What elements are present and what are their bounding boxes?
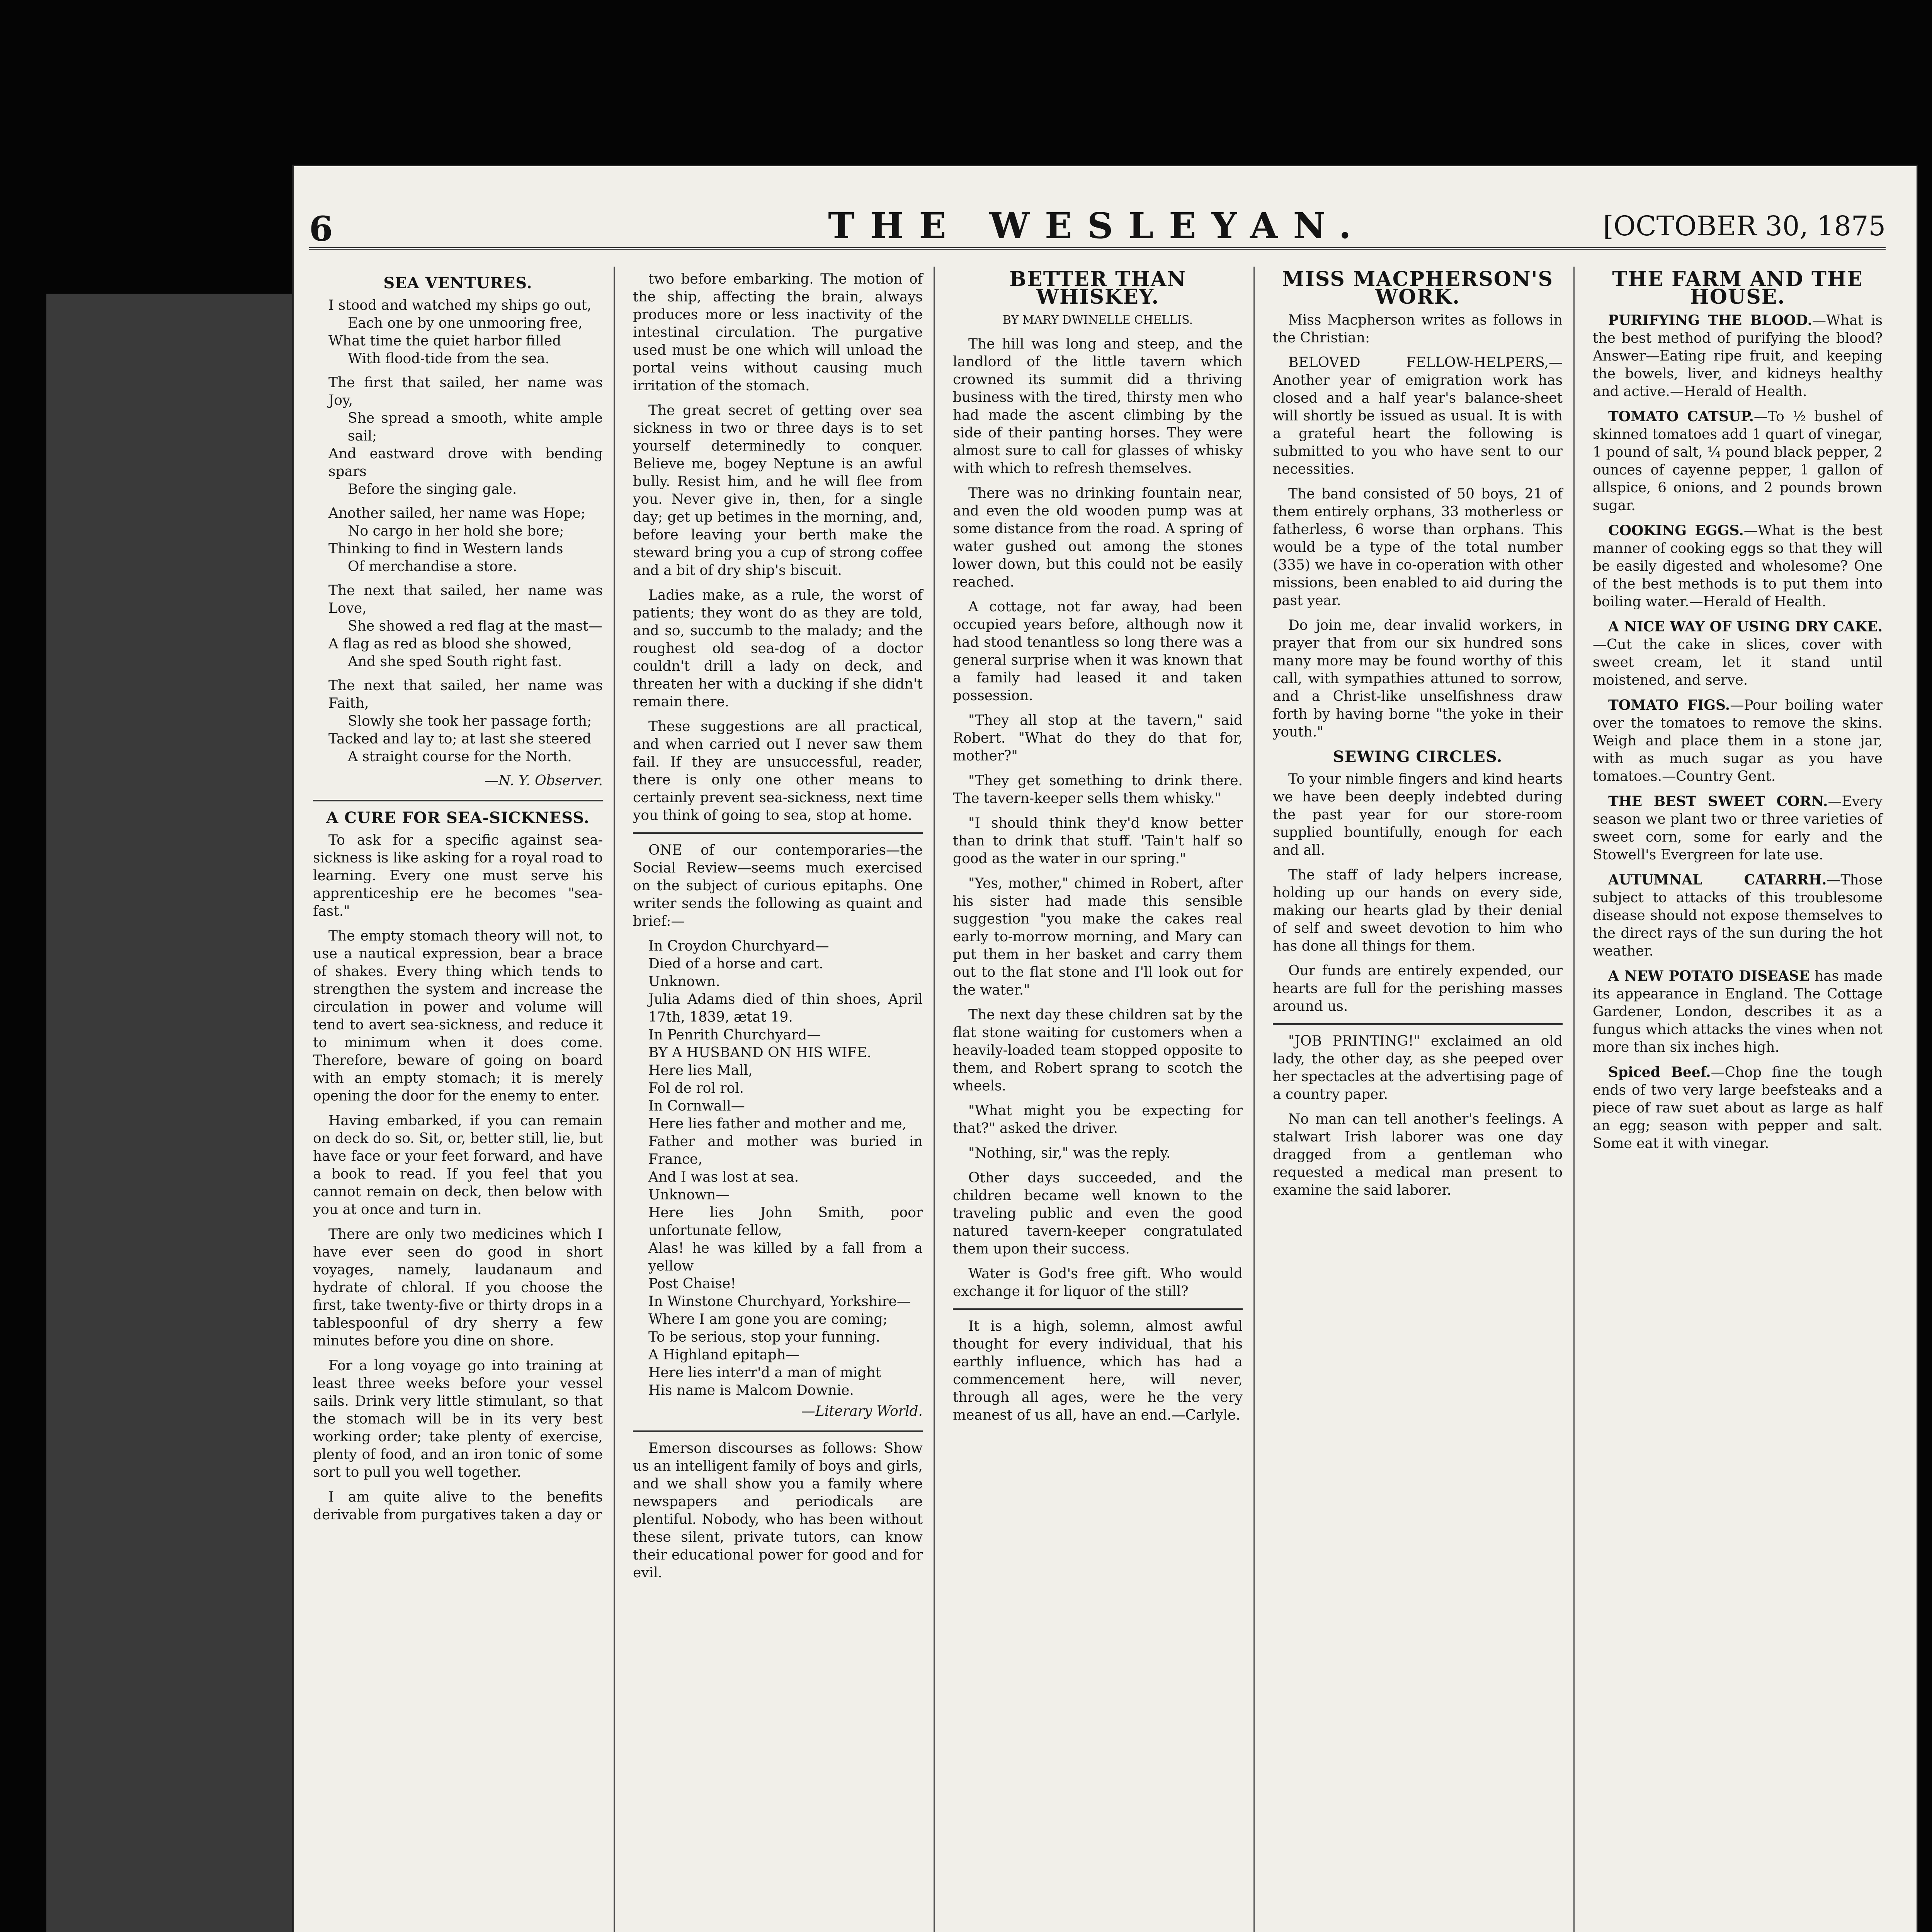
farm-item-heading: TOMATO FIGS. bbox=[1608, 697, 1730, 713]
poem-line: The next that sailed, her name was Faith, bbox=[328, 678, 603, 711]
article-paragraph: Having embarked, if you can remain on deck do so. Sit, or, better still, lie, but have face or your feet forward, and have a book to read. If you feel that you cannot remain on deck, then below with you at once and turn in. bbox=[313, 1113, 603, 1218]
poem-line: A straight course for the North. bbox=[348, 749, 572, 765]
issue-date: [OCTOBER 30, 1875 bbox=[1603, 210, 1886, 242]
poem-line: What time the quiet harbor filled bbox=[328, 333, 561, 349]
article-paragraph: No man can tell another's feelings. A stalwart Irish laborer was one day dragged from a gentleman who requested a medical man present to examine the said laborer. bbox=[1273, 1111, 1563, 1198]
farm-item-heading: Spiced Beef. bbox=[1608, 1064, 1711, 1080]
article-paragraph: These suggestions are all practical, and when carried out I never saw them fail. If they are unsuccessful, reader, there is only one other means to certainly prevent sea-sickness, next time you think of going to sea, stop at home. bbox=[633, 719, 923, 823]
story-byline: BY MARY DWINELLE CHELLIS. bbox=[1002, 313, 1193, 327]
story-title: BETTER THAN WHISKEY. bbox=[1009, 267, 1186, 309]
divider bbox=[953, 1308, 1243, 1310]
farm-item bbox=[1593, 522, 1883, 611]
story-paragraph: A cottage, not far away, had been occupied years before, although now it had stood tenantless so long there was a general surprise when it was known that a family had leased it and taken possession. bbox=[953, 599, 1243, 704]
article-paragraph: Our funds are entirely expended, our hearts are full for the perishing masses around us. bbox=[1273, 963, 1563, 1014]
farm-item bbox=[1593, 618, 1883, 689]
epitaph-line: In Penrith Churchyard— bbox=[648, 1027, 821, 1043]
farm-item-heading: THE BEST SWEET CORN. bbox=[1608, 793, 1828, 810]
epitaph-line: Unknown. bbox=[648, 974, 720, 990]
article-paragraph: two before embarking. The motion of the ship, affecting the brain, always produces more or less inactivity of the intestinal circulation. The purgative used must be one which will unload the portal veins without causing much irritation of the stomach. bbox=[633, 271, 923, 394]
article-paragraph: There are only two medicines which I have ever seen do good in short voyages, namely, laudanaum and hydrate of chloral. If you choose the first, take twenty-five or thirty drops in a tablespoonful of dry sherry a few minutes before you dine on shore. bbox=[313, 1226, 603, 1349]
farm-item bbox=[1593, 1063, 1883, 1153]
farm-item bbox=[1593, 967, 1883, 1056]
article-paragraph: "JOB PRINTING!" exclaimed an old lady, the other day, as she peeped over her spectacles at the advertising page of a country paper. bbox=[1273, 1033, 1563, 1102]
poem-line: No cargo in her hold she bore; bbox=[348, 523, 564, 539]
poem-line: Of merchandise a store. bbox=[348, 559, 517, 575]
farm-item-text: —What is the best manner of cooking eggs so that they will be easily digested and wholesome? One of the best methods is to put them into boiling water.—Herald of Health. bbox=[1593, 523, 1883, 610]
story-paragraph: "They get something to drink there. The tavern-keeper sells them whisky." bbox=[953, 773, 1243, 806]
divider bbox=[1273, 1023, 1563, 1025]
farm-item-text: has made its appearance in England. The Cottage Gardener, London, describes it as a fungus which attacks the vines when not more than six inches high. bbox=[1593, 968, 1883, 1055]
farm-item-heading: PURIFYING THE BLOOD. bbox=[1608, 312, 1813, 328]
story-paragraph: There was no drinking fountain near, and even the old wooden pump was at some distance from the road. A spring of water gushed out among the stones lower down, but this could not be easily reached. bbox=[953, 485, 1243, 590]
poem-line: And she sped South right fast. bbox=[348, 654, 562, 670]
story-paragraph: Water is God's free gift. Who would exchange it for liquor of the still? bbox=[953, 1266, 1243, 1299]
epitaph-line: In Croydon Churchyard— bbox=[648, 938, 829, 954]
column-divider bbox=[1573, 267, 1575, 1932]
article-paragraph: The staff of lady helpers increase, holding up our hands on every side, making our hearts glad by their denial of self and sweet devotion to him who has done all things for them. bbox=[1273, 867, 1563, 954]
poem-line: Tacked and lay to; at last she steered bbox=[328, 731, 592, 747]
epitaph-line: Died of a horse and cart. bbox=[648, 956, 823, 972]
newspaper-page bbox=[294, 166, 1917, 1932]
emerson-paragraph: Emerson discourses as follows: Show us an intelligent family of boys and girls, and we shall show you a family where newspapers and periodicals are plentiful. Nobody, who has been without these silent, private tutors, can know their educational power for good and for evil. bbox=[633, 1440, 923, 1581]
column-2 bbox=[633, 270, 923, 1589]
poem-line: And eastward drove with bending spars bbox=[328, 446, 603, 480]
epitaph-attribution: —Literary World. bbox=[801, 1403, 923, 1419]
newspaper-title: THE WESLEYAN. bbox=[828, 205, 1367, 247]
article-intro: Miss Macpherson writes as follows in the Christian: bbox=[1273, 312, 1563, 346]
poem-line: Another sailed, her name was Hope; bbox=[328, 505, 586, 521]
farm-item-text: —Every season we plant two or three varieties of sweet corn, some for early and the Stowell's Evergreen for late use. bbox=[1593, 794, 1883, 863]
farm-item bbox=[1593, 311, 1883, 401]
epitaph-list bbox=[633, 937, 923, 1400]
article-paragraph: The empty stomach theory will not, to use a nautical expression, bear a brace of shakes. Every thing which tends to strengthen the system and increase the circulation in power and volume will tend to avert sea-sickness, and reduce it to minimum when it does come. Therefore, beware of going on board with an empty stomach; it is merely opening the door for the enemy to enter. bbox=[313, 928, 603, 1104]
column-3 bbox=[953, 267, 1243, 1431]
article-paragraph: Ladies make, as a rule, the worst of patients; they wont do as they are told, and so, succumb to the malady; and the roughest old sea-dog of a doctor couldn't drill a lady on deck, and threaten her with a ducking if she didn't remain there. bbox=[633, 587, 923, 710]
poem-line: Slowly she took her passage forth; bbox=[348, 713, 592, 729]
article-paragraph: To ask for a specific against sea-sickness is like asking for a royal road to learning. Every one must serve his apprenticeship ere he becomes "sea-fast." bbox=[313, 832, 603, 919]
page-header bbox=[309, 201, 1886, 250]
story-paragraph: The hill was long and steep, and the landlord of the little tavern which crowned its summit did a thriving business with the tired, thirsty men who had made the ascent climbing by the side of their panting horses. They were almost sure to call for glasses of whisky with which to refresh themselves. bbox=[953, 336, 1243, 476]
column-5 bbox=[1593, 267, 1883, 1160]
poem-line: A flag as red as blood she showed, bbox=[328, 636, 572, 652]
column-4 bbox=[1273, 267, 1563, 1206]
poem-line: With flood-tide from the sea. bbox=[348, 351, 550, 367]
poem-line: I stood and watched my ships go out, bbox=[328, 298, 592, 313]
farm-item-text: —Cut the cake in slices, cover with sweet cream, let it stand until moistened, and serve. bbox=[1593, 637, 1883, 688]
section-title: THE FARM AND THE HOUSE. bbox=[1612, 267, 1863, 309]
story-paragraph: "Nothing, sir," was the reply. bbox=[968, 1145, 1171, 1161]
article-paragraph: Do join me, dear invalid workers, in prayer that from our six hundred sons many more may be found worthy of this call, with sympathies attuned to sorrow, and a Christ-like unselfishness draw forth by having borne "the yoke in their youth." bbox=[1273, 617, 1563, 740]
divider bbox=[633, 1430, 923, 1432]
poem-line: Before the singing gale. bbox=[348, 481, 517, 497]
epitaph-intro: ONE of our contemporaries—the Social Review—seems much exercised on the subject of curious epitaphs. One writer sends the following as quaint and brief:— bbox=[633, 842, 923, 929]
story-paragraph: "Yes, mother," chimed in Robert, after his sister had made this sensible suggestion "you make the cakes real early to-morrow morning, and Mary can put them in her basket and carry them out to the flat stone and I'll look out for the water." bbox=[953, 876, 1243, 998]
epitaph-line: And I was lost at sea. bbox=[648, 1169, 799, 1185]
epitaph-line: Father and mother was buried in France, bbox=[648, 1134, 923, 1167]
article-paragraph: The great secret of getting over sea sickness in two or three days is to set yourself determinedly to conquer. Believe me, bogey Neptune is an awful bully. Resist him, and he will flee from you. Never give in, then, for a single day; get up betimes in the morning, and, before leaving your berth make the steward bring you a cup of strong coffee and a bit of dry ship's biscuit. bbox=[633, 403, 923, 578]
epitaph-line: Julia Adams died of thin shoes, April 17th, 1839, ætat 19. bbox=[648, 992, 923, 1025]
epitaph-line: Fol de rol rol. bbox=[648, 1080, 744, 1096]
column-divider bbox=[614, 267, 615, 1932]
story-paragraph: Other days succeeded, and the children became well known to the traveling public and even the good natured tavern-keeper congratulated them upon their success. bbox=[953, 1170, 1243, 1257]
farm-item bbox=[1593, 793, 1883, 864]
farm-item bbox=[1593, 871, 1883, 960]
epitaph-line: Here lies Mall, bbox=[648, 1063, 753, 1078]
epitaph-line: Where I am gone you are coming; bbox=[648, 1311, 888, 1327]
epitaph-line: BY A HUSBAND ON HIS WIFE. bbox=[648, 1045, 872, 1061]
farm-item-text: —To ½ bushel of skinned tomatoes add 1 quart of vinegar, 1 pound of salt, ¼ pound black pepper, 2 ounces of cayenne pepper, 1 gallon of allspice, 6 onions, and 2 pounds brown sugar. bbox=[1593, 409, 1883, 514]
poem-body bbox=[313, 297, 603, 766]
poem-line: The next that sailed, her name was Love, bbox=[328, 583, 603, 616]
story-paragraph: "What might you be expecting for that?" asked the driver. bbox=[953, 1103, 1243, 1136]
farm-item-text: —Pour boiling water over the tomatoes to remove the skins. Weigh and place them in a stone jar, with as much sugar as you have tomatoes.—Country Gent. bbox=[1593, 697, 1883, 784]
farm-item bbox=[1593, 408, 1883, 515]
story-paragraph: "I should think they'd know better than to drink that stuff. 'Tain't half so good as the water in our spring." bbox=[953, 815, 1243, 867]
epitaph-line: Here lies John Smith, poor unfortunate fellow, bbox=[648, 1205, 923, 1238]
farm-items bbox=[1593, 311, 1883, 1153]
farm-item-heading: AUTUMNAL CATARRH. bbox=[1608, 872, 1827, 888]
divider bbox=[313, 800, 603, 801]
epitaph-line: A Highland epitaph— bbox=[648, 1347, 800, 1363]
article-paragraph: To your nimble fingers and kind hearts we have been deeply indebted during the past year for our store-room supplied bountifully, enough for each and all. bbox=[1273, 771, 1563, 858]
story-body bbox=[953, 335, 1243, 1301]
poem-line: She spread a smooth, white ample sail; bbox=[348, 410, 603, 444]
epitaph-line: Unknown— bbox=[648, 1187, 730, 1203]
article-paragraph: BELOVED FELLOW-HELPERS,—Another year of emigration work has closed and a half year's balance-sheet will shortly be issued as usual. It is with a grateful heart the following is submitted to you who have sent to our necessities. bbox=[1273, 355, 1563, 477]
page-edge-left bbox=[46, 294, 294, 1932]
article-paragraph: I am quite alive to the benefits derivable from purgatives taken a day or bbox=[313, 1489, 603, 1523]
farm-item-heading: COOKING EGGS. bbox=[1608, 522, 1744, 539]
subheading: SEWING CIRCLES. bbox=[1333, 748, 1503, 766]
epitaph-line: His name is Malcom Downie. bbox=[648, 1383, 854, 1398]
farm-item-heading: A NICE WAY OF USING DRY CAKE. bbox=[1608, 619, 1883, 635]
story-paragraph: The next day these children sat by the flat stone waiting for customers when a heavily-loaded team stopped opposite to them, and Robert sprang to scotch the wheels. bbox=[953, 1007, 1243, 1094]
epitaph-line: In Winstone Churchyard, Yorkshire— bbox=[648, 1294, 911, 1310]
column-divider bbox=[934, 267, 935, 1932]
farm-item-heading: A NEW POTATO DISEASE bbox=[1608, 968, 1810, 984]
poem-title: SEA VENTURES. bbox=[383, 274, 532, 292]
epitaph-line: Post Chaise! bbox=[648, 1276, 736, 1292]
carlyle-quote: It is a high, solemn, almost awful thought for every individual, that his earthly influence, which has had a commencement here, will never, through all ages, were he the very meanest of us all, have an end.—Carlyle. bbox=[953, 1318, 1243, 1423]
epitaph-line: Alas! he was killed by a fall from a yellow bbox=[648, 1240, 923, 1274]
story-paragraph: "They all stop at the tavern," said Robert. "What do they do that for, mother?" bbox=[953, 713, 1243, 764]
farm-item-text: —Those subject to attacks of this troublesome disease should not expose themselves to the direct rays of the sun during the hot weather. bbox=[1593, 872, 1883, 959]
divider bbox=[633, 832, 923, 834]
farm-item bbox=[1593, 696, 1883, 786]
article-title: A CURE FOR SEA-SICKNESS. bbox=[326, 809, 590, 827]
farm-item-text: —Chop fine the tough ends of two very large beefsteaks and a piece of raw suet about as large as half an egg; season with pepper and salt. Some eat it with vinegar. bbox=[1593, 1065, 1883, 1151]
article-title: MISS MACPHERSON'S WORK. bbox=[1282, 267, 1554, 309]
epitaph-line: In Cornwall— bbox=[648, 1098, 745, 1114]
epitaph-line: Here lies father and mother and me, bbox=[648, 1116, 906, 1132]
column-divider bbox=[1253, 267, 1255, 1932]
farm-item-heading: TOMATO CATSUP. bbox=[1608, 408, 1754, 425]
page-number: 6 bbox=[309, 209, 333, 249]
poem-line: The first that sailed, her name was Joy, bbox=[328, 375, 603, 408]
article-paragraph: For a long voyage go into training at least three weeks before your vessel sails. Drink very little stimulant, so that the stomach will be in its very best working order; take plenty of exercise, plenty of food, and an iron tonic of some sort to pull you well together. bbox=[313, 1358, 603, 1480]
poem-attribution: —N. Y. Observer. bbox=[485, 773, 603, 789]
epitaph-line: Here lies interr'd a man of might bbox=[648, 1365, 881, 1381]
poem-line: She showed a red flag at the mast— bbox=[348, 618, 602, 634]
poem-line: Thinking to find in Western lands bbox=[328, 541, 563, 557]
poem-line: Each one by one unmooring free, bbox=[348, 315, 583, 331]
epitaph-line: To be serious, stop your funning. bbox=[648, 1329, 880, 1345]
farm-item-text: —What is the best method of purifying the blood? Answer—Eating ripe fruit, and keeping the bowels, liver, and kidneys healthy and active.—Herald of Health. bbox=[1593, 313, 1883, 400]
article-paragraph: The band consisted of 50 boys, 21 of them entirely orphans, 33 motherless or fatherless, 6 worse than orphans. This would be a type of the total number (335) we have in co-operation with other missions, been enabled to aid during the past year. bbox=[1273, 486, 1563, 609]
column-1 bbox=[313, 270, 603, 1531]
